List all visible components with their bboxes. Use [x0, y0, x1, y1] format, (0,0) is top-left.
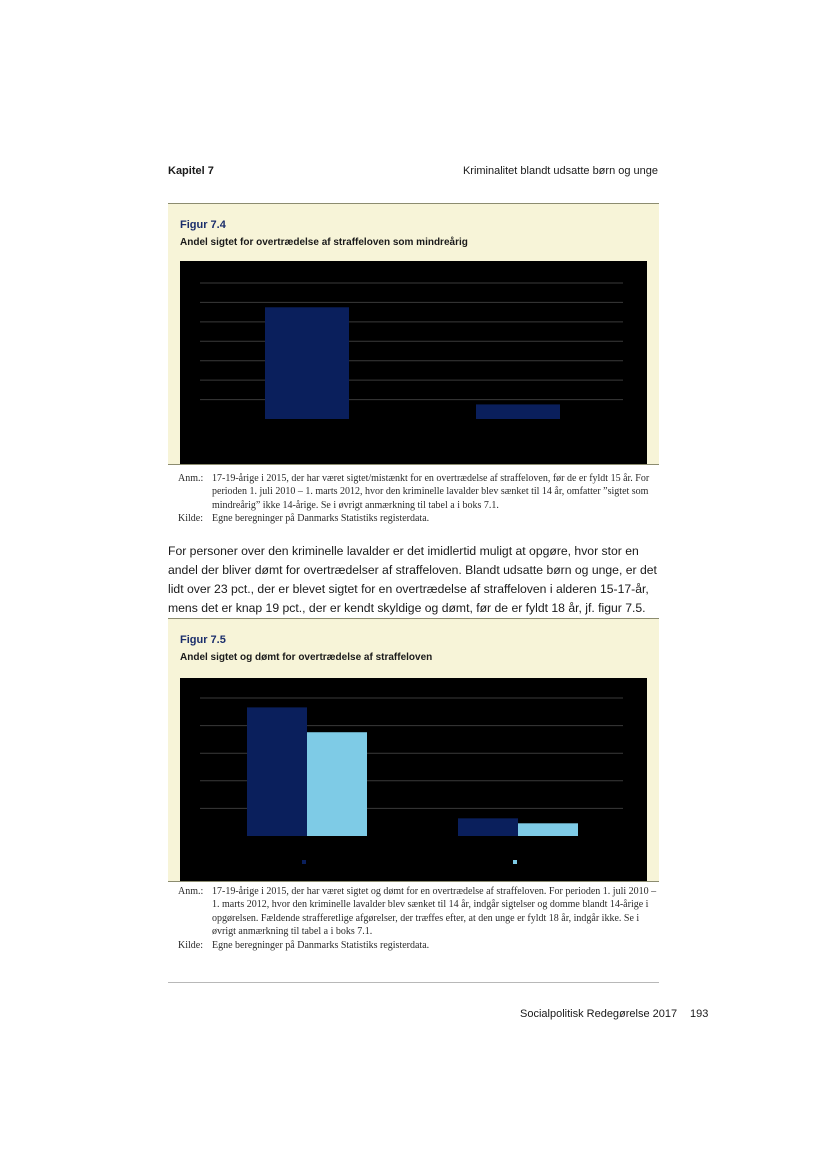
note-row	[178, 512, 658, 525]
bar-chart	[180, 261, 647, 464]
bar	[247, 707, 307, 836]
figure-label: Figur 7.5	[180, 634, 226, 646]
note-key: Kilde:	[178, 513, 203, 525]
legend-marker	[302, 860, 306, 864]
note-key: Anm.:	[178, 886, 204, 897]
figure-notes	[178, 885, 658, 952]
page-number: 193	[690, 1008, 709, 1020]
note-key: Anm.:	[178, 473, 204, 484]
chapter-header: Kapitel 7	[168, 165, 214, 177]
bar	[476, 404, 560, 419]
chart-svg	[180, 261, 647, 464]
bar	[458, 818, 518, 836]
note-row	[178, 885, 658, 939]
figure-7-5	[168, 618, 659, 882]
legend-marker	[513, 860, 517, 864]
figure-notes	[178, 472, 658, 526]
chart-svg	[180, 678, 647, 881]
note-text: 17-19-årige i 2015, der har været sigtet/mistænkt for en overtrædelse af straffeloven, før de er fyldt 15 år. For perioden 1. juli 2010 – 1. marts 2012, hvor den kriminelle lavalder blev sænket til 14 år, omfatter ”sigtet som mindreårig” ikke 14-årige. Se i øvrigt anmærkning til tabel a i boks 7.1.	[212, 473, 650, 511]
bar	[265, 307, 349, 419]
footer-divider	[168, 982, 659, 983]
footer-publication: Socialpolitisk Redegørelse 2017	[520, 1008, 678, 1020]
note-row	[178, 939, 658, 952]
bar	[518, 823, 578, 836]
body-paragraph: For personer over den kriminelle lavalder er det imidlertid muligt at opgøre, hvor stor en andel der bliver dømt for overtrædelser af straffeloven. Blandt udsatte børn og unge, er det lidt over 23 pct., der er blevet sigtet for en overtrædelse af straffeloven i alderen 15-17-år, mens det er knap 19 pct., der er kendt skyldige og dømt, før de er fyldt 18 år, jf. figur 7.5.	[168, 544, 657, 615]
figure-label: Figur 7.4	[180, 219, 226, 231]
bar	[307, 732, 367, 836]
figure-title: Andel sigtet og dømt for overtrædelse af straffeloven	[180, 652, 433, 663]
figure-title: Andel sigtet for overtrædelse af straffeloven som mindreårig	[180, 237, 468, 248]
note-row	[178, 472, 658, 512]
note-text: 17-19-årige i 2015, der har været sigtet og dømt for en overtrædelse af straffeloven. For perioden 1. juli 2010 – 1. marts 2012, hvor den kriminelle lavalder blev sænket til 14 år, indgår sigtelser og domme blandt 14-årige i opgørelsen. Fældende strafferetlige afgørelser, der træffes efter, at den unge er fyldt 18 år, indgår ikke. Se i øvrigt anmærkning til tabel a i boks 7.1.	[212, 886, 657, 938]
note-text: Egne beregninger på Danmarks Statistiks registerdata.	[212, 939, 430, 951]
bar-chart	[180, 678, 647, 881]
figure-7-4	[168, 203, 659, 465]
note-text: Egne beregninger på Danmarks Statistiks registerdata.	[212, 513, 430, 525]
note-key: Kilde:	[178, 939, 203, 951]
section-header: Kriminalitet blandt udsatte børn og unge	[462, 165, 658, 177]
